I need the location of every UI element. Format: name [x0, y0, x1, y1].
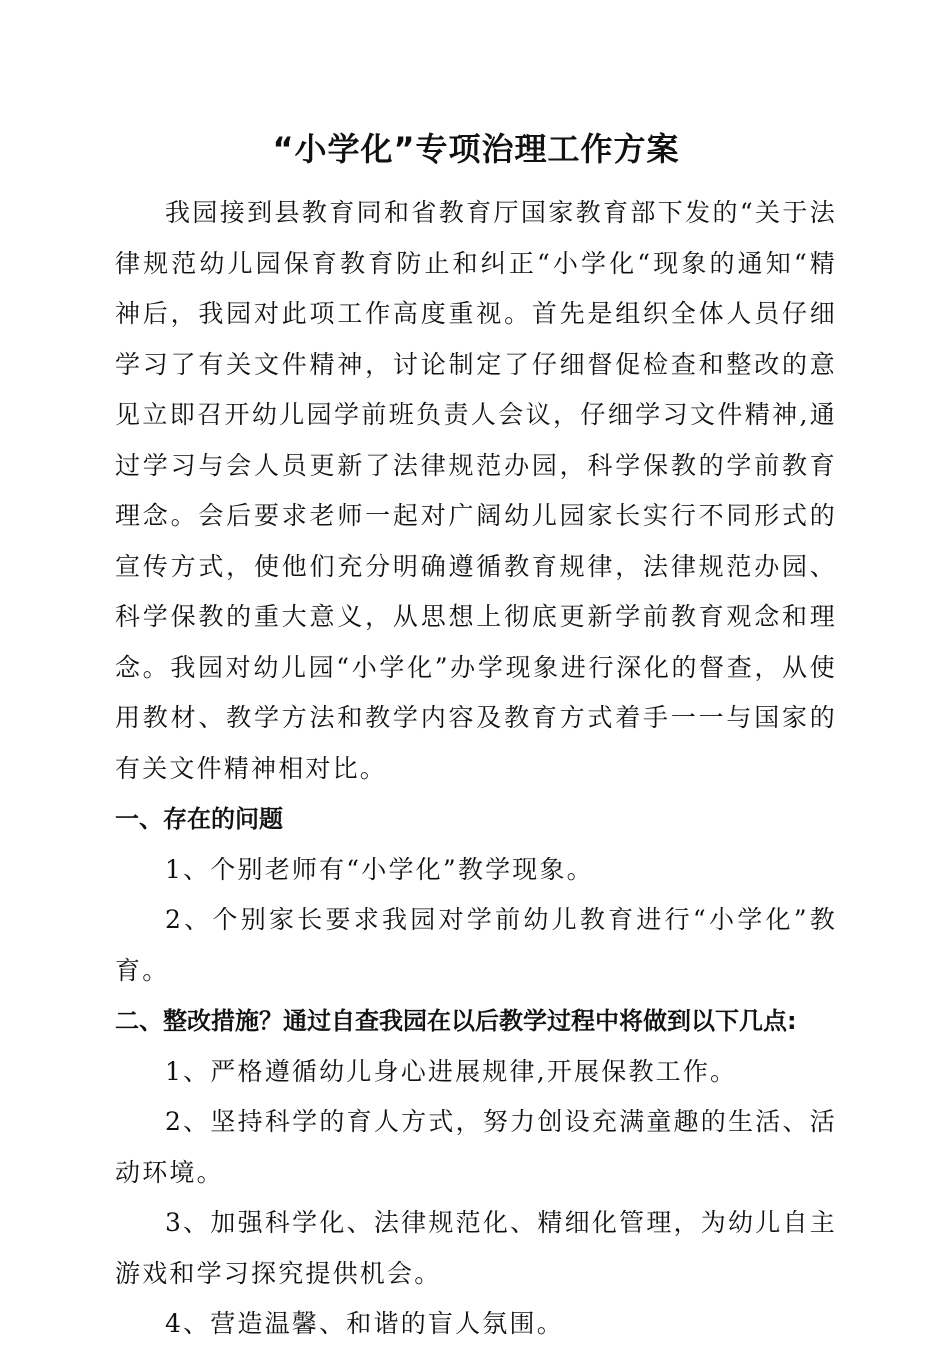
- measure-item-3: 3、加强科学化、法律规范化、精细化管理，为幼儿自主游戏和学习探究提供机会。: [115, 1208, 837, 1288]
- document-page: [115, 118, 837, 1350]
- section-heading-problems: 一、存在的问题: [115, 805, 283, 833]
- intro-paragraph: 我园接到县教育同和省教育厅国家教育部下发的“关于法律规范幼儿园保育教育防止和纠正“小学化“现象的通知“精神后，我园对此项工作高度重视。首先是组织全体人员仔细学习了有关文件精神，讨论制定了仔细督促检查和整改的意见立即召开幼儿园学前班负责人会议，仔细学习文件精神,通过学习与会人员更新了法律规范办园，科学保教的学前教育理念。会后要求老师一起对广阔幼儿园家长实行不同形式的宣传方式，使他们充分明确遵循教育规律，法律规范办园、科学保教的重大意义，从思想上彻底更新学前教育观念和理念。我园对幼儿园“小学化”办学现象进行深化的督查，从使用教材、教学方法和教学内容及教育方式着手一一与国家的有关文件精神相对比。: [115, 198, 837, 783]
- measure-item-2: 2、坚持科学的育人方式，努力创设充满童趣的生活、活动环境。: [115, 1107, 837, 1187]
- problem-item-1: 1、个别老师有“小学化”教学现象。: [165, 854, 594, 884]
- document-title: “小学化”专项治理工作方案: [272, 130, 680, 168]
- measure-item-1: 1、严格遵循幼儿身心进展规律,开展保教工作。: [165, 1056, 738, 1086]
- section-heading-measures: 二、整改措施？通过自查我园在以后教学过程中将做到以下几点:: [115, 1007, 797, 1035]
- measure-item-4: 4、营造温馨、和谐的盲人氛围。: [165, 1309, 564, 1338]
- problem-item-2: 2、个别家长要求我园对学前幼儿教育进行“小学化”教育。: [115, 905, 837, 985]
